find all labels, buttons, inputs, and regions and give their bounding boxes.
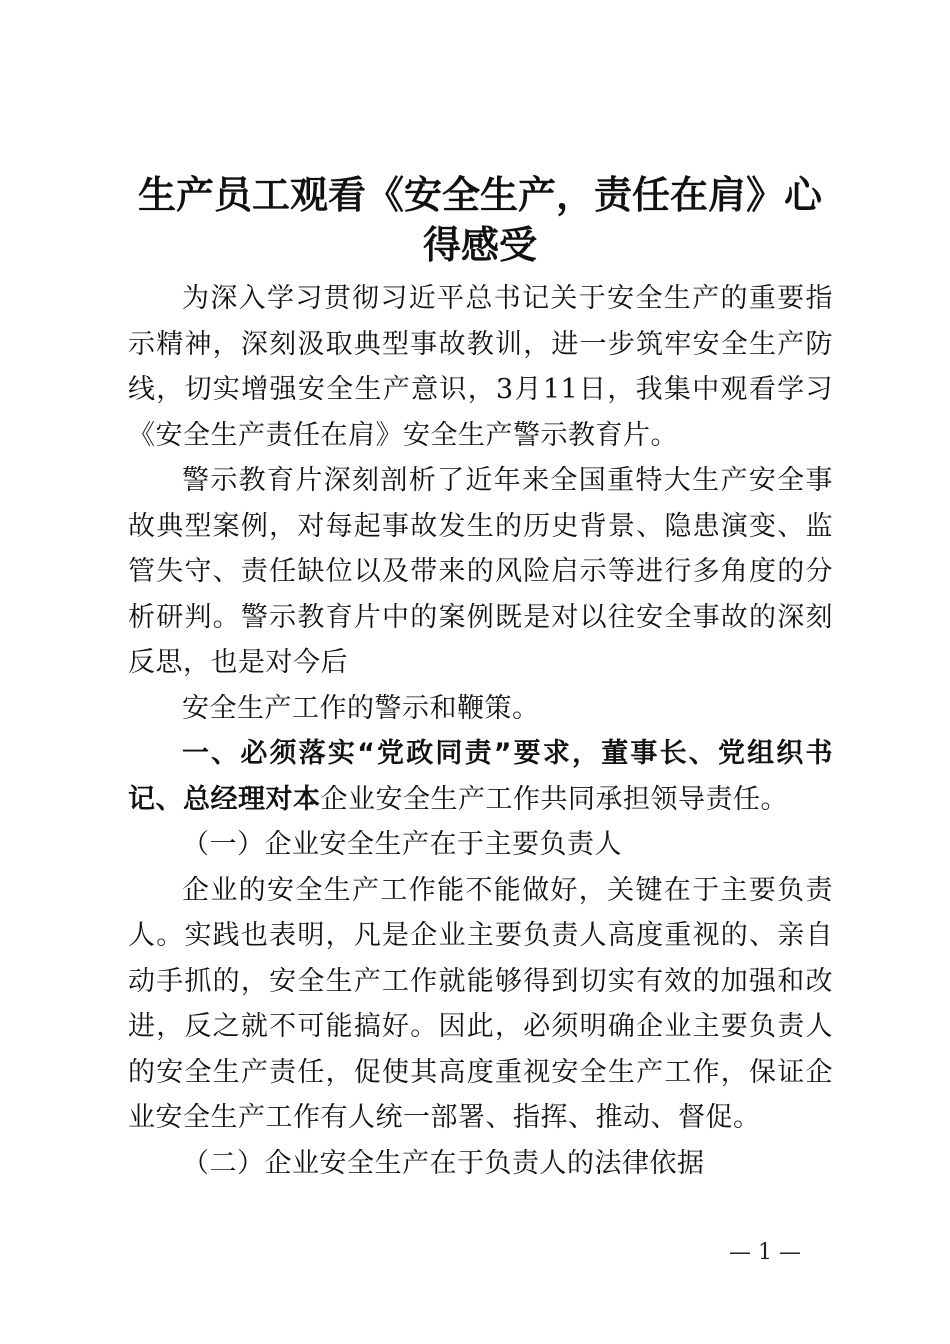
document-title: 生产员工观看《安全生产，责任在肩》心得感受 xyxy=(137,173,822,267)
paragraph-warning-film-end: 安全生产工作的警示和鞭策。 xyxy=(182,692,540,724)
paragraph-intro: 为深入学习贯彻习近平总书记关于安全生产的重要指示精神，深刻汲取典型事故教训，进一步筑牢安全生产防线，切实增强安全生产意识，3月11日，我集中观看学习《安全生产责任在肩》安全生产警示教育片。 xyxy=(128,283,833,451)
page-number: — 1 — xyxy=(729,1240,801,1265)
section-heading-1 xyxy=(128,731,833,822)
subsection-heading-1: （一）企业安全生产在于主要负责人 xyxy=(182,829,622,860)
document-body xyxy=(128,276,833,1186)
paragraph-subsection-1: 企业的安全生产工作能不能做好，关键在于主要负责人。实践也表明，凡是企业主要负责人高度重视的、亲自动手抓的，安全生产工作就能够得到切实有效的加强和改进，反之就不可能搞好。因此，必须明确企业主要负责人的安全生产责任，促使其高度重视安全生产工作，保证企业安全生产工作有人统一部署、指挥、推动、督促。 xyxy=(128,874,833,1133)
section-heading-1-lead: 一、必须落实“党政同责”要求，董事长、党组织书记、总经理对本 xyxy=(128,738,833,815)
paragraph-warning-film: 警示教育片深刻剖析了近年来全国重特大生产安全事故典型案例，对每起事故发生的历史背景、隐患演变、监管失守、责任缺位以及带来的风险启示等进行多角度的分析研判。警示教育片中的案例既是对以往安全事故的深刻反思，也是对今后 xyxy=(128,465,833,678)
subsection-heading-2: （二）企业安全生产在于负责人的法律依据 xyxy=(182,1147,705,1179)
section-heading-1-rest: 企业安全生产工作共同承担领导责任。 xyxy=(320,783,788,815)
